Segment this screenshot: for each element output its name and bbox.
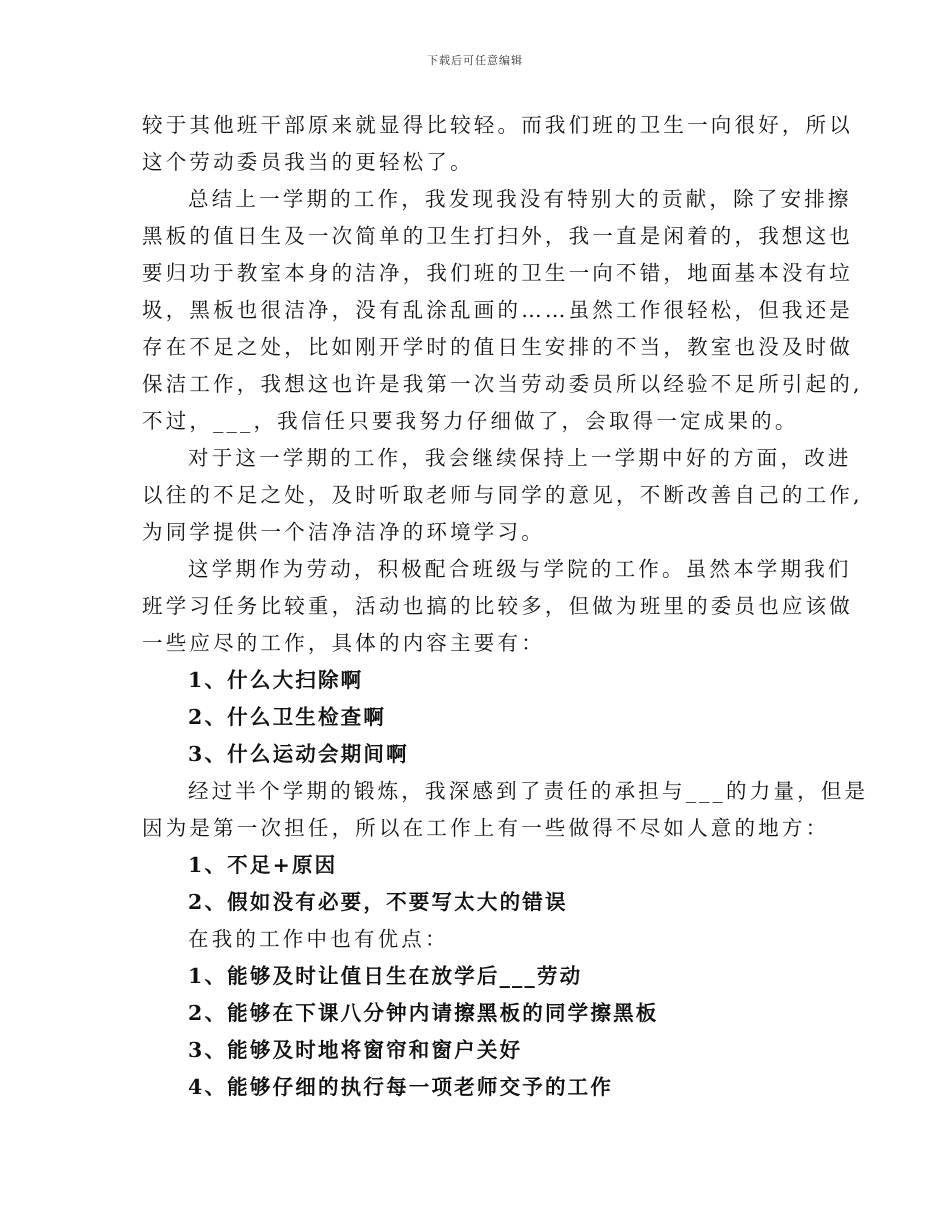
list-item: 3、什么运动会期间啊: [188, 742, 409, 766]
paragraph-line: 一些应尽的工作，具体的内容主要有：: [142, 631, 545, 655]
paragraph-line: 这学期作为劳动，积极配合班级与学院的工作。虽然本学期我们: [188, 557, 852, 581]
paragraph-line: 要归功于教室本身的洁净，我们班的卫生一向不错，地面基本没有垃: [142, 261, 853, 285]
paragraph-line: 不过，___，我信任只要我努力仔细做了，会取得一定成果的。: [142, 409, 799, 433]
list-item: 2、假如没有必要，不要写太大的错误: [188, 890, 568, 914]
paragraph-line: 班学习任务比较重，活动也搞的比较多，但做为班里的委员也应该做: [142, 594, 853, 618]
document-body: [142, 107, 869, 1106]
list-item: 4、能够仔细的执行每一项老师交予的工作: [188, 1075, 614, 1099]
paragraph-line: 对于这一学期的工作，我会继续保持上一学期中好的方面，改进: [188, 446, 852, 470]
paragraph-line: 存在不足之处，比如刚开学时的值日生安排的不当，教室也没及时做: [142, 335, 853, 359]
paragraph-line: 保洁工作，我想这也许是我第一次当劳动委员所以经验不足所引起的,: [142, 372, 863, 396]
page-header-note: 下载后可任意编辑: [427, 54, 523, 67]
paragraph-line: 较于其他班干部原来就显得比较轻。而我们班的卫生一向很好，所以: [142, 113, 853, 137]
list-item: 2、能够在下课八分钟内请擦黑板的同学擦黑板: [188, 1001, 659, 1025]
list-item: 2、什么卫生检查啊: [188, 705, 387, 729]
paragraph-line: 圾，黑板也很洁净，没有乱涂乱画的……虽然工作很轻松，但我还是: [142, 298, 853, 322]
paragraph-line: 总结上一学期的工作，我发现我没有特别大的贡献，除了安排擦: [188, 187, 852, 211]
paragraph-line: 经过半个学期的锻炼，我深感到了责任的承担与___的力量，但是: [188, 779, 869, 803]
paragraph-line: 这个劳动委员我当的更轻松了。: [142, 150, 474, 174]
paragraph-line: 黑板的值日生及一次简单的卫生打扫外，我一直是闲着的，我想这也: [142, 224, 853, 248]
list-item: 1、不足+原因: [188, 853, 338, 877]
paragraph-line: 以往的不足之处，及时听取老师与同学的意见，不断改善自己的工作,: [142, 483, 863, 507]
list-item: 1、能够及时让值日生在放学后___劳动: [188, 964, 583, 988]
paragraph-line: 在我的工作中也有优点：: [188, 927, 449, 951]
list-item: 1、什么大扫除啊: [188, 668, 364, 692]
paragraph-line: 因为是第一次担任，所以在工作上有一些做得不尽如人意的地方：: [142, 816, 830, 840]
paragraph-line: 为同学提供一个洁净洁净的环境学习。: [142, 520, 545, 544]
list-item: 3、能够及时地将窗帘和窗户关好: [188, 1038, 523, 1062]
